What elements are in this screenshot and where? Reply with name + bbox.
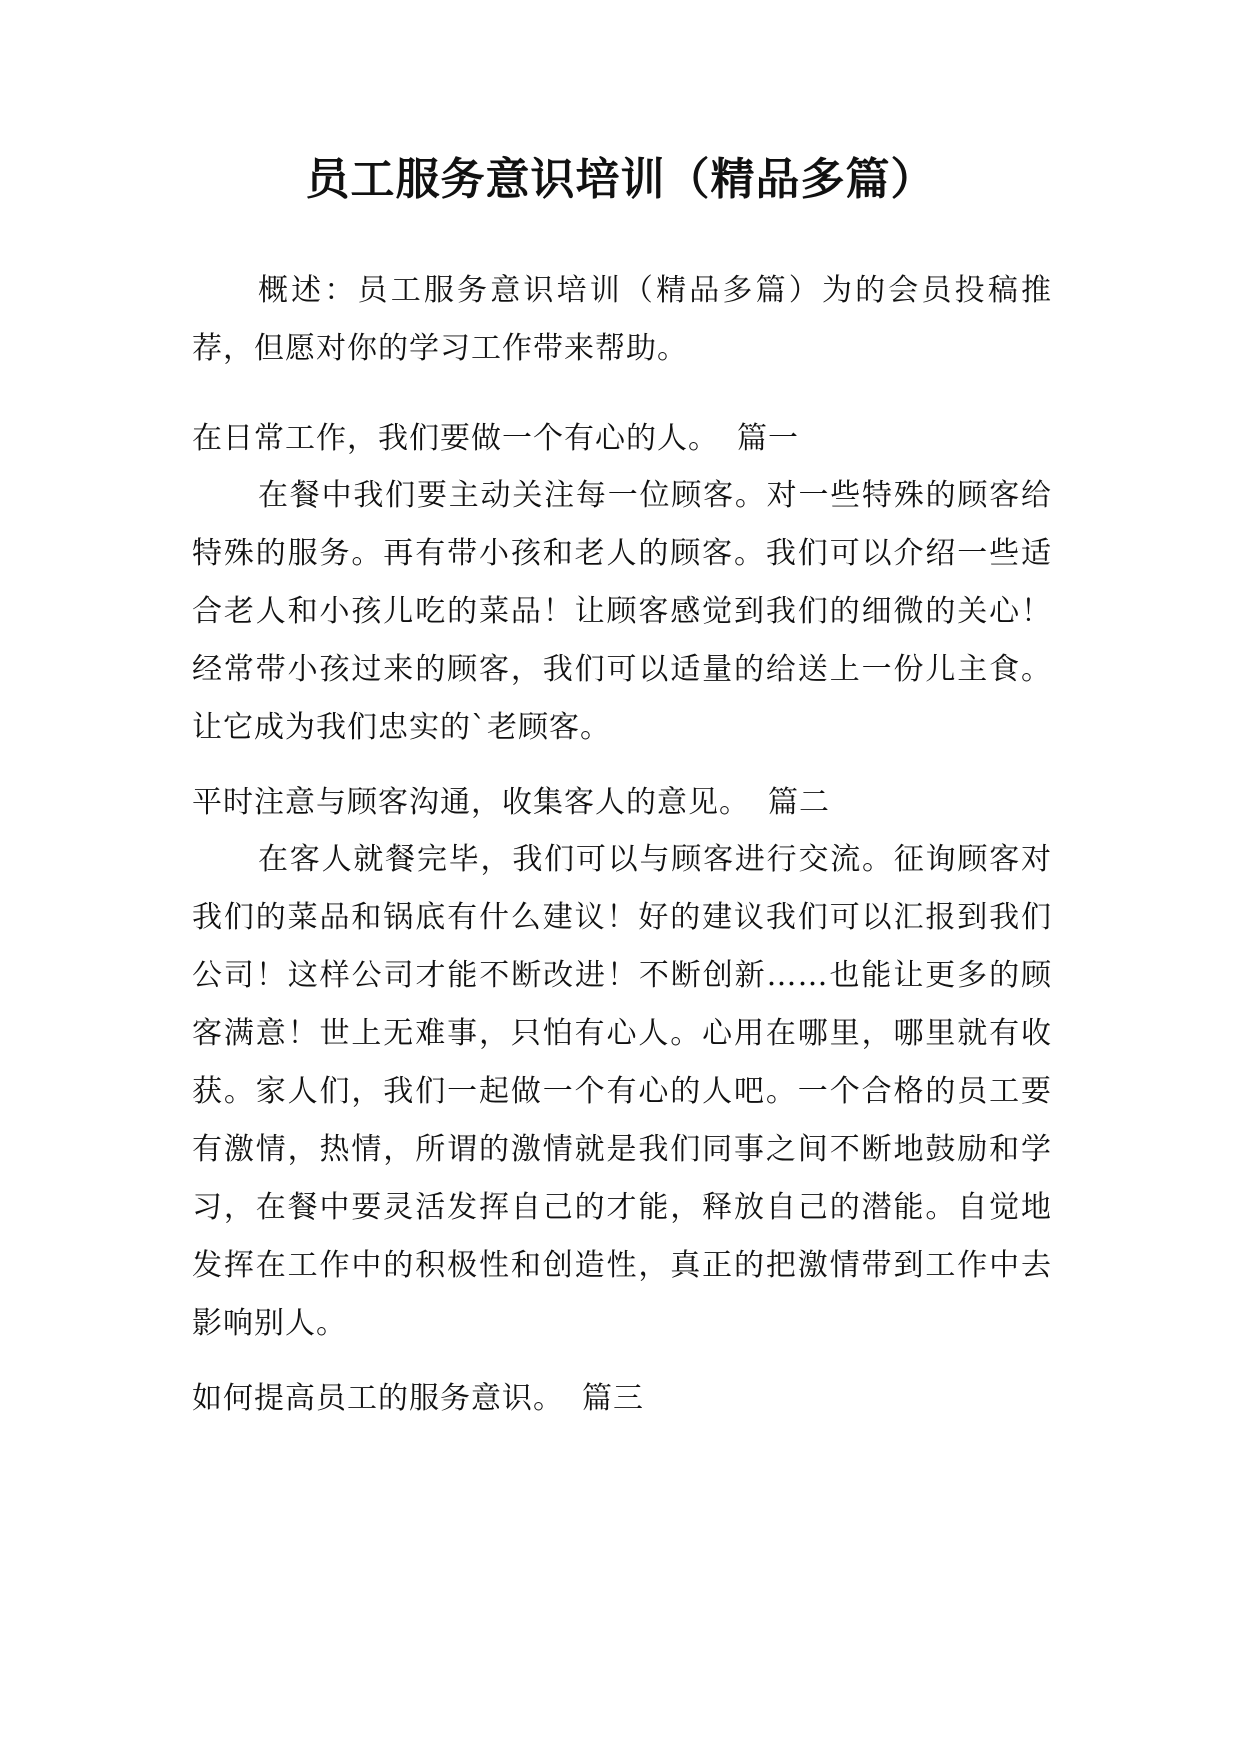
section-heading-3 bbox=[192, 1370, 1052, 1428]
section-heading-text: 在日常工作，我们要做一个有心的人。 bbox=[192, 421, 719, 456]
section-tag: 篇一 bbox=[737, 421, 799, 456]
section-heading-1 bbox=[192, 410, 1052, 468]
section-tag: 篇三 bbox=[582, 1381, 644, 1416]
section-body-1: 在餐中我们要主动关注每一位顾客。对一些特殊的顾客给特殊的服务。再有带小孩和老人的顾客。我们可以介绍一些适合老人和小孩儿吃的菜品！让顾客感觉到我们的细微的关心！经常带小孩过来的顾客，我们可以适量的给送上一份儿主食。让它成为我们忠实的`老顾客。 bbox=[192, 478, 1052, 745]
section-heading-2 bbox=[192, 774, 1052, 832]
section-tag: 篇二 bbox=[768, 785, 830, 820]
section-heading-text: 如何提高员工的服务意识。 bbox=[192, 1381, 564, 1416]
section-heading-text: 平时注意与顾客沟通，收集客人的意见。 bbox=[192, 785, 750, 820]
summary-paragraph: 概述：员工服务意识培训（精品多篇）为的会员投稿推荐，但愿对你的学习工作带来帮助。 bbox=[192, 273, 1052, 366]
document-title: 员工服务意识培训（精品多篇） bbox=[305, 154, 936, 205]
section-body-2: 在客人就餐完毕，我们可以与顾客进行交流。征询顾客对我们的菜品和锅底有什么建议！好的建议我们可以汇报到我们公司！这样公司才能不断改进！不断创新……也能让更多的顾客满意！世上无难事，只怕有心人。心用在哪里，哪里就有收获。家人们，我们一起做一个有心的人吧。一个合格的员工要有激情，热情，所谓的激情就是我们同事之间不断地鼓励和学习，在餐中要灵活发挥自己的才能，释放自己的潜能。自觉地发挥在工作中的积极性和创造性，真正的把激情带到工作中去影响别人。 bbox=[192, 842, 1052, 1341]
